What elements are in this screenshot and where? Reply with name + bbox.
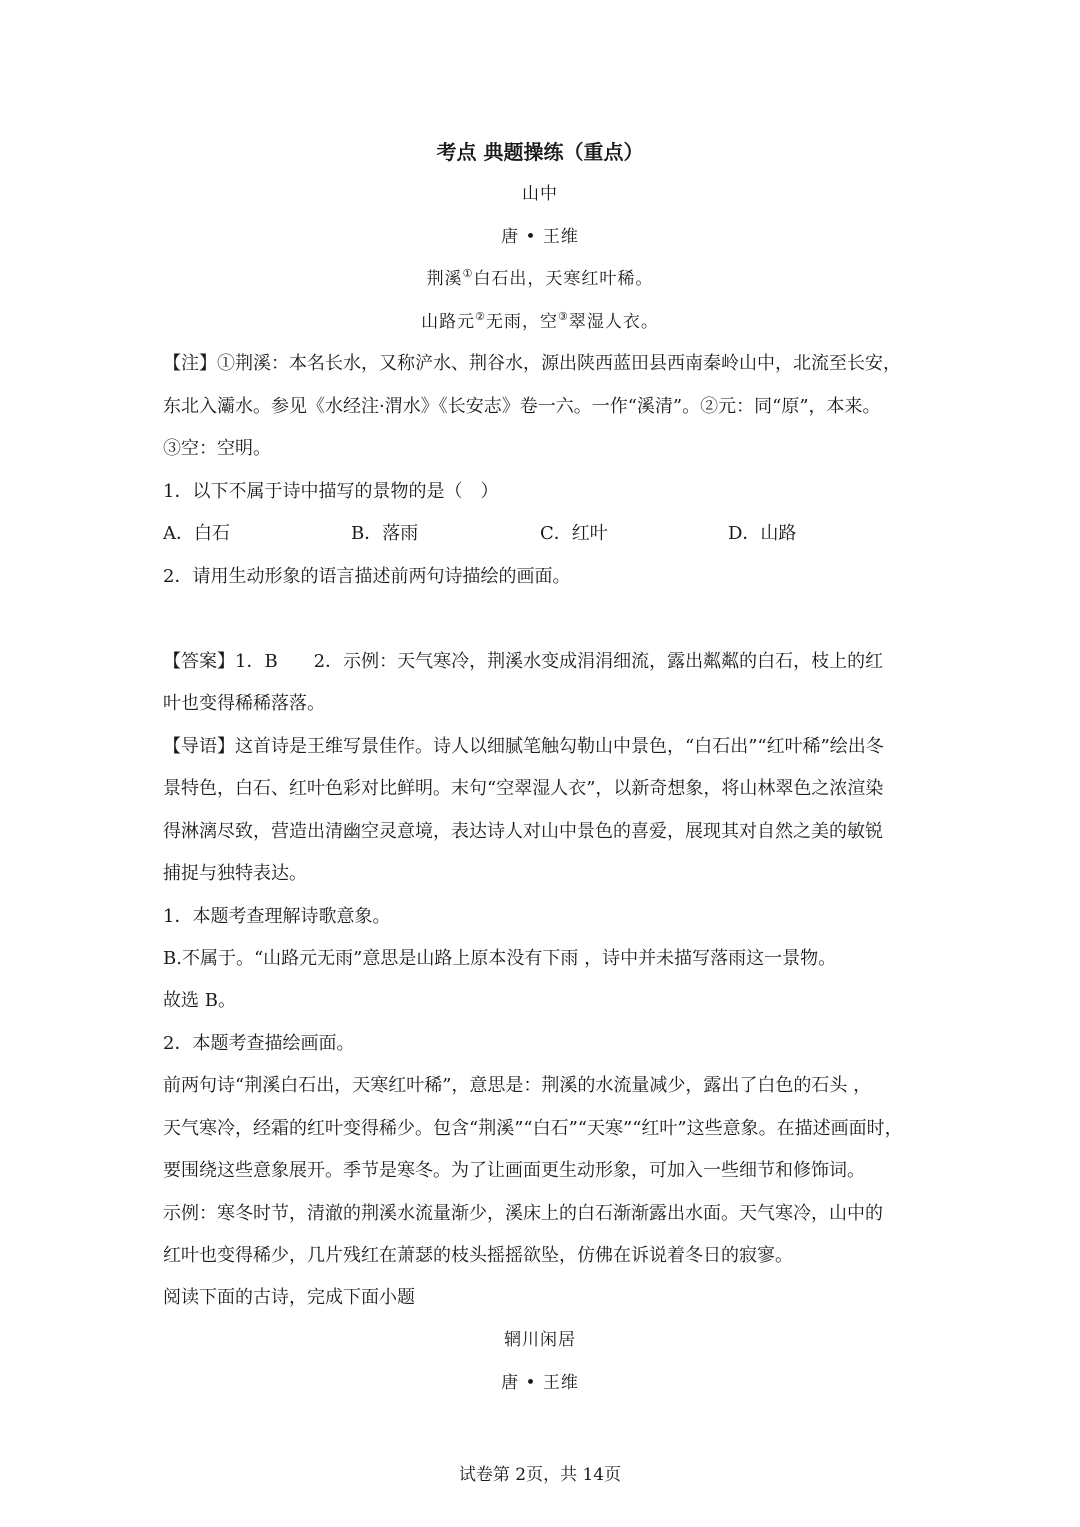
poem-author: 唐 • 王维 [501,227,579,247]
poem-2-title: 辋川闲居 [504,1330,576,1350]
poem-text: 白石出，天寒红叶稀。 [473,269,654,289]
footnote-marker: ① [462,267,474,280]
poem-line-2 [0,310,1080,334]
guide-line: 【导语】这首诗是王维写景佳作。诗人以细腻笔触勾勒山中景色，“白石出”“红叶稀”绘出冬 [163,736,884,757]
guide-line: 捕捉与独特表达。 [163,863,307,884]
poem-text: 翠湿人衣。 [568,312,659,332]
guide-line: 得淋漓尽致，营造出清幽空灵意境，表达诗人对山中景色的喜爱，展现其对自然之美的敏锐 [163,821,883,842]
page-title: 考点 典题操练（重点） [436,140,644,164]
option-a: A．白石 [163,523,230,544]
page-footer: 试卷第 2页，共 14页 [458,1465,622,1485]
poem-text: 无雨，空 [486,312,558,332]
poem-text: 荆溪 [426,269,463,289]
note-line: 【注】①荆溪：本名长水，又称浐水、荆谷水，源出陕西蓝田县西南秦岭山中，北流至长安， [163,353,901,374]
answer-line: 叶也变得稀稀落落。 [163,693,325,714]
analysis-line: 2．本题考查描绘画面。 [163,1033,355,1054]
guide-line: 景特色，白石、红叶色彩对比鲜明。末句“空翠湿人衣”，以新奇想象，将山林翠色之浓渲染 [163,778,884,799]
poem-2-author: 唐 • 王维 [501,1373,579,1393]
poem-text: 山路元 [421,312,476,332]
analysis-line: B.不属于。“山路元无雨”意思是山路上原本没有下雨 ，诗中并未描写落雨这一景物。 [163,948,837,969]
analysis-line: 红叶也变得稀少，几片残红在萧瑟的枝头摇摇欲坠，仿佛在诉说着冬日的寂寥。 [163,1245,793,1266]
analysis-line: 要围绕这些意象展开。季节是寒冬。为了让画面更生动形象，可加入一些细节和修饰词。 [163,1160,865,1181]
footnote-marker: ② [475,310,486,323]
option-b: B．落雨 [351,523,419,544]
analysis-line: 天气寒冷，经霜的红叶变得稀少。包含“荆溪”“白石”“天寒”“红叶”这些意象。在描述画面时， [163,1118,903,1139]
note-line: ③空：空明。 [163,438,271,459]
analysis-line: 故选 B。 [163,990,236,1011]
option-d: D．山路 [728,523,797,544]
instruction-line: 阅读下面的古诗，完成下面小题 [163,1287,415,1308]
poem-title: 山中 [522,184,558,204]
analysis-line: 1．本题考查理解诗歌意象。 [163,906,391,927]
footnote-marker: ③ [558,310,569,323]
question-1-stem: 1．以下不属于诗中描写的景物的是（ ） [163,481,499,502]
analysis-line: 前两句诗“荆溪白石出，天寒红叶稀”，意思是：荆溪的水流量减少，露出了白色的石头 ， [163,1075,872,1096]
poem-line-1 [0,267,1080,291]
answer-line: 【答案】1．B 2．示例：天气寒冷，荆溪水变成涓涓细流，露出粼粼的白石，枝上的红 [163,651,884,672]
option-c: C．红叶 [540,523,608,544]
question-2-stem: 2．请用生动形象的语言描述前两句诗描绘的画面。 [163,566,571,587]
note-line: 东北入灞水。参见《水经注·渭水》《长安志》卷一六。一作“溪清”。②元：同“原”，本来。 [163,396,881,417]
analysis-line: 示例：寒冬时节，清澈的荆溪水流量渐少，溪床上的白石渐渐露出水面。天气寒冷，山中的 [163,1203,883,1224]
